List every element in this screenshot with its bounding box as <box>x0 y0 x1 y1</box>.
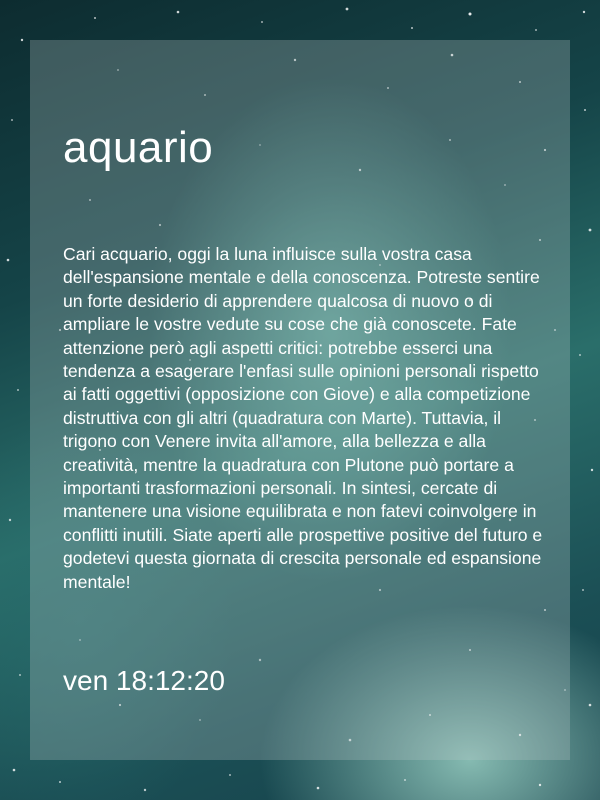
zodiac-sign-title: aquario <box>63 123 214 172</box>
horoscope-card <box>30 40 570 760</box>
timestamp: ven 18:12:20 <box>63 665 225 696</box>
horoscope-text: Cari acquario, oggi la luna influisce sulla vostra casa dell'espansione mentale e della conoscenza. Potreste sentire un forte desiderio di apprendere qualcosa di nuovo o di ampliare le vostre vedute su cose che già conoscete. Fate attenzione però agli aspetti critici: potrebbe esserci una tendenza a esagerare l'enfasi sulle opinioni personali rispetto ai fatti oggettivi (opposizione con Giove) e alla competizione distruttiva con gli altri (quadratura con Marte). Tuttavia, il trigono con Venere invita all'amore, alla bellezza e alla creatività, mentre la quadratura con Plutone può portare a importanti trasformazioni personali. In sintesi, cercate di mantenere una visione equilibrata e non fatevi coinvolgere in conflitti inutili. Siate aperti alle prospettive positive del futuro e godetevi questa giornata di crescita personale ed espansione mentale! <box>63 244 543 592</box>
